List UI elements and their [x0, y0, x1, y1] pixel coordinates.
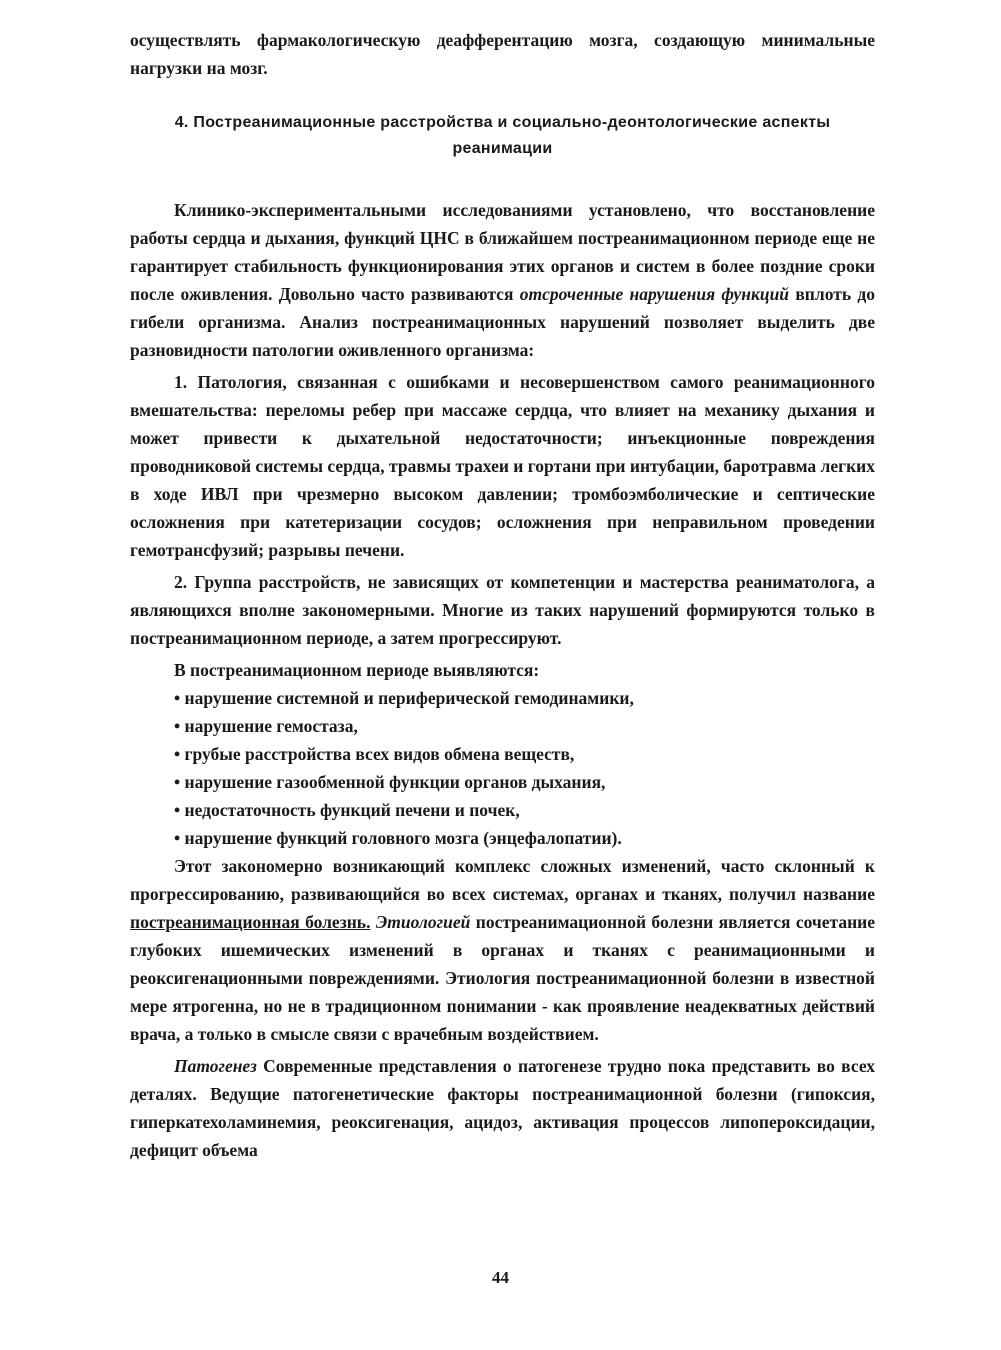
- paragraph-4-emphasis: Этиологией: [375, 912, 471, 932]
- paragraph-1-text-a: Клинико-экспериментальными исследованиями установлено, что восстановление работы сердца и дыхания, функций ЦНС в ближайшем постреанимационном периоде еще не гарантирует стабильность функционирования этих органов и систем в более поздние сроки после оживления. Довольно часто развиваются: [130, 200, 875, 304]
- list-item: • нарушение системной и периферической гемодинамики,: [174, 688, 634, 708]
- intro-paragraph: осуществлять фармакологическую деафферентацию мозга, создающую минимальные нагрузки на мозг.: [130, 30, 875, 78]
- list-item: • нарушение гемостаза,: [174, 716, 358, 736]
- paragraph-1-text-b: вплоть до гибели организма. Анализ постреанимационных нарушений позволяет выделить две разновидности патологии оживленного организма:: [130, 284, 875, 360]
- list-item: • грубые расстройства всех видов обмена веществ,: [174, 744, 575, 764]
- list-item: • нарушение газообменной функции органов дыхания,: [174, 772, 606, 792]
- page-number: 44: [492, 1268, 509, 1287]
- paragraph-5: [130, 1052, 875, 1164]
- paragraph-5-text: Современные представления о патогенезе трудно пока представить во всех деталях. Ведущие патогенетические факторы постреанимационной болезни (гипоксия, гиперкатехоламинемия, реоксигенация, ацидоз, активация процессов липопероксидации, дефицит объема: [130, 1056, 875, 1160]
- paragraph-4-text-a: Этот закономерно возникающий комплекс сложных изменений, часто склонный к прогрессированию, развивающийся во всех системах, органах и тканях, получил название: [130, 856, 875, 904]
- paragraph-4: [130, 852, 875, 1048]
- list-item: • нарушение функций головного мозга (энцефалопатии).: [174, 828, 622, 848]
- paragraph-1: [130, 196, 875, 364]
- paragraph-3: 2. Группа расстройств, не зависящих от компетенции и мастерства реаниматолога, а являющихся вполне закономерными. Многие из таких нарушений формируются только в постреанимационном периоде, а затем прогрессируют.: [130, 572, 875, 648]
- page-text: [130, 26, 875, 1164]
- paragraph-4-underlined-term: постреанимационная болезнь.: [130, 912, 371, 932]
- paragraph-4-text-b: постреанимационной болезни является сочетание глубоких ишемических изменений в органах и тканях с реанимационными и реоксигенационными повреждениями. Этиология постреанимационной болезни в известной мере ятрогенна, но не в традиционном понимании - как проявление неадекватных действий врача, а только в смысле связи с врачебным воздействием.: [130, 912, 876, 1044]
- list-intro: В постреанимационном периоде выявляются:: [174, 660, 540, 680]
- section-heading: 4. Постреанимационные расстройства и социально-деонтологические аспекты реанимации: [174, 114, 831, 157]
- paragraph-5-emphasis: Патогенез: [174, 1056, 257, 1076]
- paragraph-2: 1. Патология, связанная с ошибками и несовершенством самого реанимационного вмешательства: переломы ребер при массаже сердца, что влияет на механику дыхания и может привести к дыхательной недостаточности; инъекционные повреждения проводниковой системы сердца, травмы трахеи и гортани при интубации, баротравма легких в ходе ИВЛ при чрезмерно высоком давлении; тромбоэмболические и септические осложнения при катетеризации сосудов; осложнения при неправильном проведении гемотрансфузий; разрывы печени.: [130, 372, 876, 560]
- list-item: • недостаточность функций печени и почек,: [174, 800, 520, 820]
- paragraph-1-emphasis: отсроченные нарушения функций: [519, 284, 790, 304]
